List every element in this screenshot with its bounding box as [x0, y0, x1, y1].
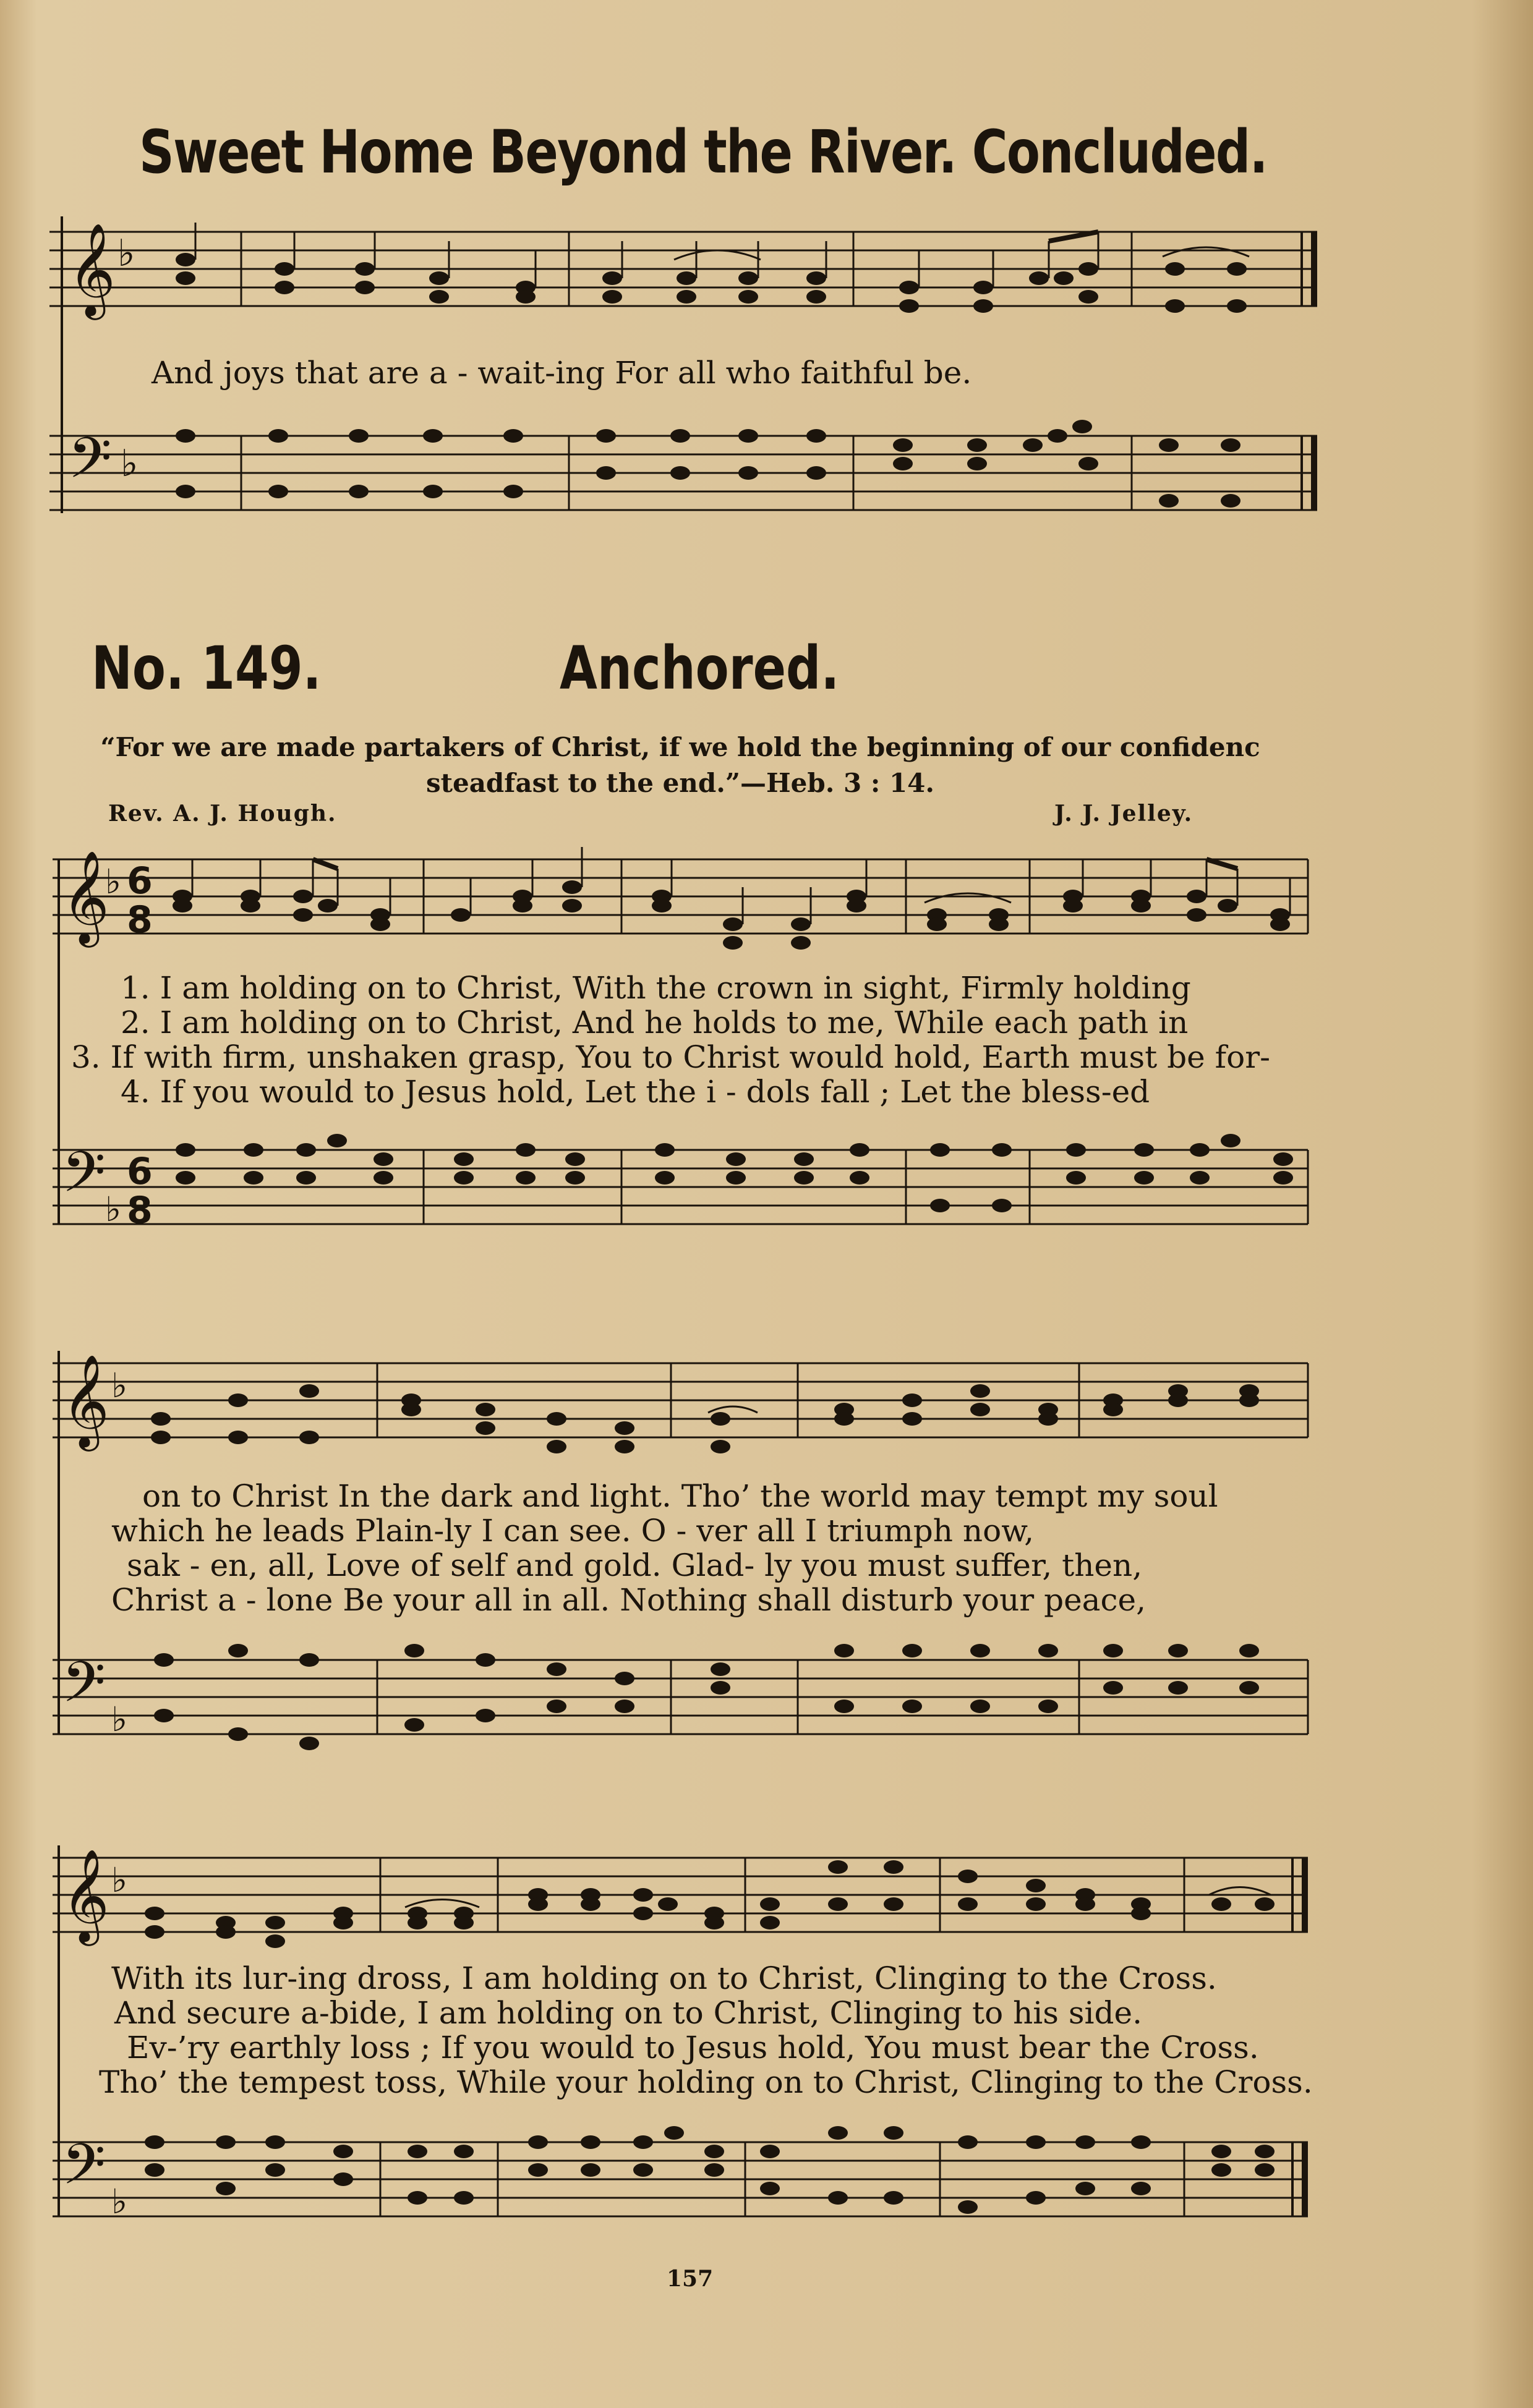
svg-text:♭: ♭ — [105, 862, 121, 901]
epigraph-line-1: “For we are made partakers of Christ, if we hold the beginning of our confidenc — [100, 732, 1260, 762]
epigraph-line-2: steadfast to the end.”—Heb. 3 : 14. — [425, 768, 935, 798]
bass-time-signature-bottom: 8 — [127, 1189, 153, 1232]
system-1-verse-1: 1. I am holding on to Christ, With the crown in sight, Firmly holding — [121, 970, 1191, 1006]
svg-text:𝄞: 𝄞 — [62, 849, 109, 943]
bass-time-signature-top: 6 — [127, 1150, 153, 1193]
lyricist-credit: Rev. A. J. Hough. — [108, 801, 337, 827]
system-2-treble-staff — [53, 1351, 1320, 1474]
svg-text:♭: ♭ — [111, 1860, 127, 1900]
system-1-verse-4: 4. If you would to Jesus hold, Let the i - dols fall ; Let the bless-ed — [121, 1074, 1150, 1110]
svg-text:♭: ♭ — [117, 232, 135, 275]
continued-hymn-title: Sweet Home Beyond the River. Concluded. — [139, 117, 1267, 187]
hymn-title: Anchored. — [560, 634, 840, 703]
svg-text:♭: ♭ — [111, 1366, 127, 1405]
system-3-treble-staff — [53, 1845, 1320, 1969]
system-2-verse-2: which he leads Plain-ly I can see. O - ver all I triumph now, — [111, 1513, 1034, 1549]
system-2-verse-3: sak - en, all, Love of self and gold. Glad- ly you must suffer, then, — [127, 1547, 1143, 1583]
hymn-number: No. 149. — [92, 634, 322, 703]
continued-lyric-line: And joys that are a - wait-ing For all who faithful be. — [152, 355, 972, 391]
system-3-verse-3: Ev-’ry earthly loss ; If you would to Jesus hold, You must bear the Cross. — [127, 2030, 1259, 2066]
svg-text:𝄞: 𝄞 — [62, 1848, 109, 1942]
time-signature-bottom: 8 — [127, 898, 153, 942]
scripture-epigraph — [62, 730, 1299, 801]
svg-text:♭: ♭ — [111, 1700, 127, 1739]
system-3-bass-staff — [53, 2130, 1320, 2253]
svg-text:♭: ♭ — [121, 442, 139, 485]
page-number: 157 — [667, 2266, 714, 2292]
composer-credit: J. J. Jelley. — [1054, 801, 1194, 827]
svg-text:𝄢: 𝄢 — [62, 1649, 106, 1729]
system-1-bass-staff — [53, 1138, 1320, 1261]
svg-text:𝄢: 𝄢 — [62, 1139, 106, 1219]
svg-text:𝄞: 𝄞 — [62, 1353, 109, 1447]
time-signature-top: 6 — [127, 859, 153, 903]
system-3-verse-2: And secure a-bide, I am holding on to Christ, Clinging to his side. — [114, 1995, 1142, 2031]
svg-text:♭: ♭ — [105, 1189, 121, 1229]
system-3-verse-4: Tho’ the tempest toss, While your holding on to Christ, Clinging to the Cross. — [99, 2064, 1313, 2100]
continued-treble-staff — [49, 223, 1336, 346]
svg-text:𝄢: 𝄢 — [62, 2132, 106, 2211]
system-1-verse-3: 3. If with firm, unshaken grasp, You to Christ would hold, Earth must be for- — [71, 1039, 1270, 1075]
system-1-verse-2: 2. I am holding on to Christ, And he holds to me, While each path in — [121, 1005, 1189, 1040]
svg-text:𝄞: 𝄞 — [68, 222, 116, 316]
system-2-bass-staff — [53, 1648, 1320, 1771]
system-2-verse-1: on to Christ In the dark and light. Tho’ the world may tempt my soul — [142, 1478, 1218, 1514]
continued-bass-staff — [49, 427, 1336, 550]
svg-text:𝄢: 𝄢 — [68, 425, 112, 504]
svg-text:♭: ♭ — [111, 2182, 127, 2221]
system-1-treble-staff — [53, 847, 1320, 971]
system-2-verse-4: Christ a - lone Be your all in all. Nothing shall disturb your peace, — [111, 1582, 1146, 1618]
system-3-verse-1: With its lur-ing dross, I am holding on to Christ, Clinging to the Cross. — [111, 1960, 1217, 1996]
